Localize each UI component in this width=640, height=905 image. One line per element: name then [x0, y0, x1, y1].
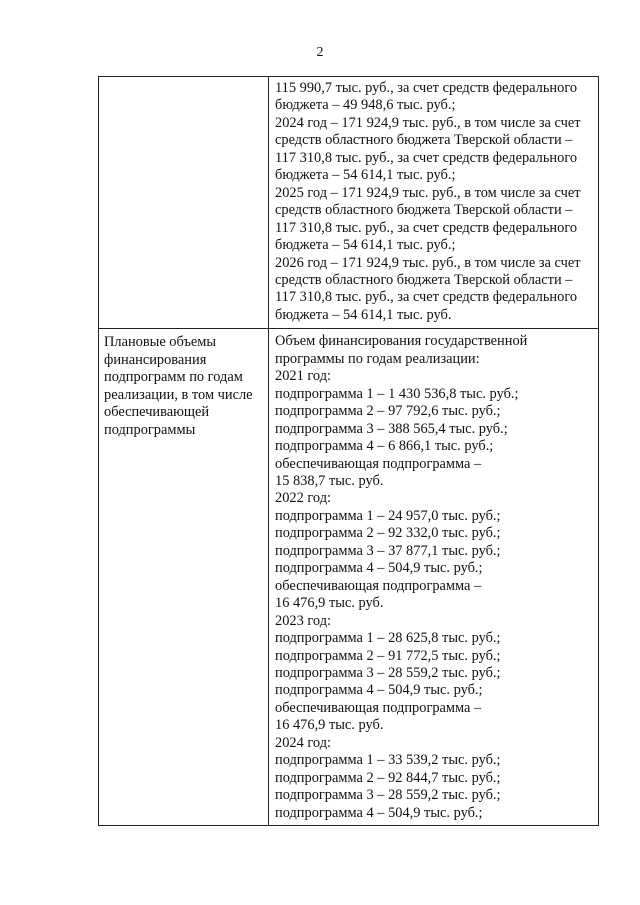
text-line: 2022 год:	[275, 490, 332, 507]
text-line: подпрограмма 1 – 33 539,2 тыс. руб.;	[275, 752, 501, 769]
text-line: 117 310,8 тыс. руб., за счет средств федерального	[275, 219, 578, 236]
program-passport-table	[98, 76, 599, 826]
table-row	[99, 77, 599, 329]
text-line: 115 990,7 тыс. руб., за счет средств федерального	[275, 80, 578, 96]
text-line: бюджета – 54 614,1 тыс. руб.;	[275, 237, 456, 254]
text-line: 2023 год:	[275, 612, 332, 629]
table-row	[99, 329, 599, 826]
text-line: подпрограмма 1 – 28 625,8 тыс. руб.;	[275, 630, 501, 647]
text-line: подпрограмма 1 – 1 430 536,8 тыс. руб.;	[275, 385, 519, 402]
text-line: 16 476,9 тыс. руб.	[275, 717, 384, 734]
text-line: обеспечивающая подпрограмма –	[275, 577, 482, 594]
text-line: подпрограмма 4 – 504,9 тыс. руб.;	[275, 804, 483, 821]
funding-label-lines	[104, 334, 264, 439]
funding-values-lines	[275, 333, 594, 822]
text-line: 2025 год – 171 924,9 тыс. руб., в том числе за счет	[275, 184, 581, 201]
text-line: бюджета – 49 948,6 тыс. руб.;	[275, 97, 456, 114]
text-line: 117 310,8 тыс. руб., за счет средств федерального	[275, 289, 578, 306]
row1-right-cell	[269, 77, 599, 329]
text-line: подпрограмма 3 – 28 559,2 тыс. руб.;	[275, 787, 501, 804]
text-line: обеспечивающая подпрограмма –	[275, 455, 482, 472]
funding-values-cell	[269, 329, 599, 826]
text-line: подпрограмма 4 – 6 866,1 тыс. руб.;	[275, 438, 494, 455]
text-line: подпрограмма 4 – 504,9 тыс. руб.;	[275, 560, 483, 577]
text-line: подпрограмма 2 – 91 772,5 тыс. руб.;	[275, 647, 501, 664]
text-line: 2026 год – 171 924,9 тыс. руб., в том числе за счет	[275, 254, 581, 271]
text-line: 2024 год – 171 924,9 тыс. руб., в том числе за счет	[275, 114, 581, 131]
text-line: подпрограмма 2 – 92 844,7 тыс. руб.;	[275, 769, 501, 786]
text-line: подпрограммы	[104, 421, 196, 438]
text-line: реализации, в том числе	[104, 386, 253, 403]
text-line: 2021 год:	[275, 368, 332, 385]
funding-label-cell	[99, 329, 269, 826]
text-line: обеспечивающей	[104, 404, 210, 421]
text-line: 117 310,8 тыс. руб., за счет средств федерального	[275, 149, 578, 166]
text-line: подпрограмма 1 – 24 957,0 тыс. руб.;	[275, 507, 501, 524]
text-line: обеспечивающая подпрограмма –	[275, 699, 482, 716]
text-line: 16 476,9 тыс. руб.	[275, 595, 384, 612]
text-line: Объем финансирования государственной	[275, 333, 528, 350]
page-number: 2	[316, 45, 324, 60]
text-line: средств областного бюджета Тверской области –	[275, 202, 573, 219]
text-line: бюджета – 54 614,1 тыс. руб.;	[275, 167, 456, 184]
text-line: финансирования	[104, 351, 207, 368]
row1-left-cell	[99, 77, 269, 329]
text-line: подпрограмма 2 – 92 332,0 тыс. руб.;	[275, 525, 501, 542]
text-line: бюджета – 54 614,1 тыс. руб.	[275, 306, 452, 323]
text-line: программы по годам реализации:	[275, 350, 480, 367]
text-line: 2024 год:	[275, 734, 332, 751]
text-line: 15 838,7 тыс. руб.	[275, 472, 384, 489]
text-line: подпрограмм по годам	[104, 369, 243, 386]
text-line: подпрограмма 3 – 28 559,2 тыс. руб.;	[275, 664, 501, 681]
text-line: подпрограмма 4 – 504,9 тыс. руб.;	[275, 682, 483, 699]
text-line: средств областного бюджета Тверской области –	[275, 271, 573, 288]
text-line: подпрограмма 3 – 37 877,1 тыс. руб.;	[275, 542, 501, 559]
text-line: подпрограмма 3 – 388 565,4 тыс. руб.;	[275, 420, 508, 437]
text-line: средств областного бюджета Тверской области –	[275, 132, 573, 149]
text-line: Плановые объемы	[104, 334, 217, 351]
text-line: подпрограмма 2 – 97 792,6 тыс. руб.;	[275, 403, 501, 420]
row1-right-lines	[275, 80, 594, 324]
